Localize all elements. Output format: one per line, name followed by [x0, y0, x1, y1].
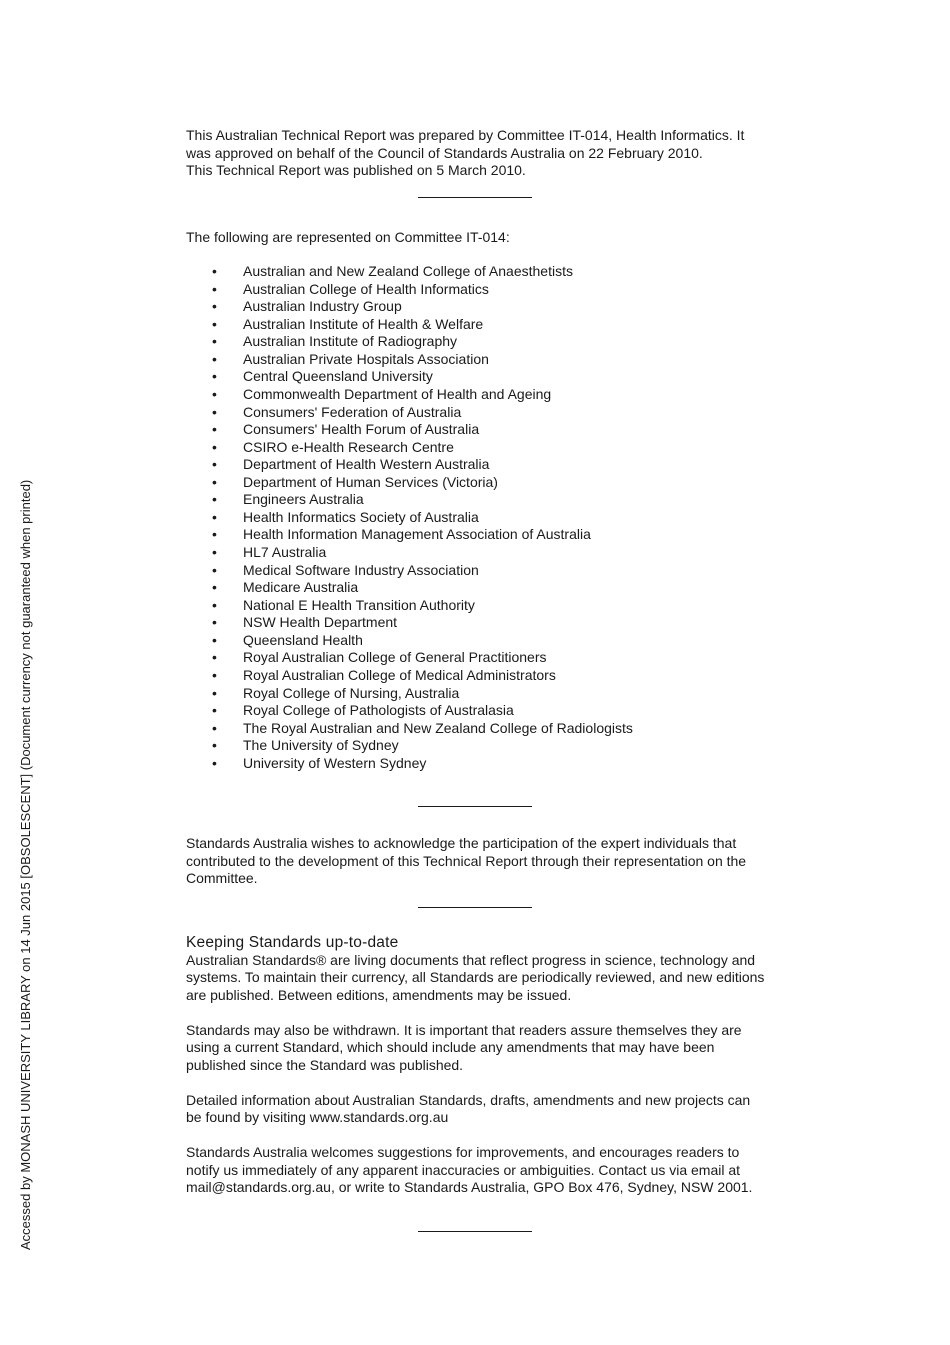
member-name: Australian Private Hospitals Association	[243, 350, 489, 367]
bullet-icon: •	[212, 526, 217, 543]
intro-line: This Australian Technical Report was prepared by Committee IT-014, Health Informatics. It	[186, 127, 745, 143]
list-item	[186, 298, 776, 316]
section-divider	[418, 1231, 532, 1232]
bullet-icon: •	[212, 544, 217, 560]
list-item	[186, 281, 776, 299]
access-watermark: Accessed by MONASH UNIVERSITY LIBRARY on 14 Jun 2015 [OBSOLESCENT] (Document currency not guaranteed when printed)	[18, 479, 33, 1250]
member-name: Commonwealth Department of Health and Ageing	[243, 385, 552, 402]
keeping-paragraph-withdrawn	[186, 1022, 776, 1075]
list-item	[186, 544, 776, 562]
member-name: Health Informatics Society of Australia	[243, 508, 479, 525]
list-item	[186, 421, 776, 439]
list-item	[186, 526, 776, 544]
acknowledgement-paragraph	[186, 835, 776, 888]
list-item	[186, 685, 776, 703]
member-name: Australian Industry Group	[243, 298, 402, 315]
member-name: Queensland Health	[243, 631, 363, 648]
list-item	[186, 439, 776, 457]
list-item	[186, 649, 776, 667]
bullet-icon: •	[212, 719, 217, 736]
member-name: Australian College of Health Informatics	[243, 280, 489, 297]
acknowledgement-line: Committee.	[186, 870, 258, 887]
bullet-icon: •	[212, 368, 217, 385]
keeping-standards-heading: Keeping Standards up-to-date	[186, 933, 399, 951]
list-item	[186, 351, 776, 369]
bullet-icon: •	[212, 702, 217, 719]
paragraph-line: Detailed information about Australian Standards, drafts, amendments and new projects can	[186, 1091, 751, 1108]
list-item	[186, 720, 776, 738]
member-name: Royal College of Nursing, Australia	[243, 684, 460, 701]
paragraph-line: published since the Standard was published.	[186, 1056, 464, 1073]
member-name: CSIRO e-Health Research Centre	[243, 438, 454, 455]
section-divider	[418, 197, 532, 198]
bullet-icon: •	[212, 614, 217, 631]
bullet-icon: •	[212, 561, 217, 578]
intro-line: was approved on behalf of the Council of Standards Australia on 22 February 2010.	[186, 144, 703, 161]
member-name: Engineers Australia	[243, 491, 364, 508]
paragraph-line: Australian Standards® are living documents that reflect progress in science, technology and	[186, 951, 756, 968]
paragraph-line: Standards may also be withdrawn. It is important that readers assure themselves they are	[186, 1021, 742, 1038]
member-name: National E Health Transition Authority	[243, 596, 475, 613]
member-name: Health Information Management Association of Australia	[243, 526, 591, 543]
list-item	[186, 368, 776, 386]
bullet-icon: •	[212, 263, 217, 279]
bullet-icon: •	[212, 456, 217, 473]
section-divider	[418, 806, 532, 807]
acknowledgement-line: contributed to the development of this Technical Report through their representation on the	[186, 852, 747, 869]
bullet-icon: •	[212, 438, 217, 455]
list-item	[186, 737, 776, 755]
bullet-icon: •	[212, 684, 217, 701]
member-name: University of Western Sydney	[243, 754, 427, 771]
member-name: Central Queensland University	[243, 368, 433, 385]
bullet-icon: •	[212, 491, 217, 508]
bullet-icon: •	[212, 649, 217, 666]
list-item	[186, 509, 776, 527]
list-item	[186, 491, 776, 509]
list-item	[186, 404, 776, 422]
paragraph-line: using a current Standard, which should include any amendments that may have been	[186, 1039, 715, 1056]
list-item	[186, 456, 776, 474]
member-name: Royal College of Pathologists of Australasia	[243, 702, 514, 719]
paragraph-line: are published. Between editions, amendments may be issued.	[186, 986, 572, 1003]
document-page	[186, 127, 776, 1232]
bullet-icon: •	[212, 666, 217, 683]
list-item	[186, 614, 776, 632]
member-name: NSW Health Department	[243, 614, 398, 631]
member-name: Australian Institute of Radiography	[243, 333, 458, 350]
paragraph-line: be found by visiting www.standards.org.au	[186, 1109, 449, 1126]
list-item	[186, 474, 776, 492]
member-name: Royal Australian College of Medical Administrators	[243, 666, 556, 683]
bullet-icon: •	[212, 350, 217, 367]
list-item	[186, 333, 776, 351]
list-item	[186, 667, 776, 685]
bullet-icon: •	[212, 333, 217, 350]
member-name: Australian Institute of Health & Welfare	[243, 315, 484, 332]
paragraph-line: notify us immediately of any apparent inaccuracies or ambiguities. Contact us via email at	[186, 1161, 741, 1178]
bullet-icon: •	[212, 385, 217, 402]
list-item	[186, 755, 776, 773]
member-name: Department of Human Services (Victoria)	[243, 473, 498, 490]
keeping-paragraph-website	[186, 1092, 776, 1127]
bullet-icon: •	[212, 737, 217, 754]
member-name: Royal Australian College of General Practitioners	[243, 649, 547, 666]
keeping-paragraph-living-documents	[186, 952, 776, 1005]
member-name: The University of Sydney	[243, 737, 399, 754]
paragraph-line: Standards Australia welcomes suggestions for improvements, and encourages readers to	[186, 1144, 740, 1161]
bullet-icon: •	[212, 596, 217, 613]
member-name: Department of Health Western Australia	[243, 456, 490, 473]
list-item	[186, 386, 776, 404]
list-item	[186, 579, 776, 597]
member-name: The Royal Australian and New Zealand College of Radiologists	[243, 719, 633, 736]
bullet-icon: •	[212, 403, 217, 420]
bullet-icon: •	[212, 280, 217, 297]
bullet-icon: •	[212, 508, 217, 525]
bullet-icon: •	[212, 315, 217, 332]
member-name: Consumers' Federation of Australia	[243, 403, 462, 420]
member-name: HL7 Australia	[243, 544, 327, 560]
section-divider	[418, 907, 532, 908]
paragraph-line: mail@standards.org.au, or write to Standards Australia, GPO Box 476, Sydney, NSW 2001.	[186, 1179, 753, 1196]
keeping-paragraph-contact	[186, 1144, 776, 1197]
member-name: Consumers' Health Forum of Australia	[243, 421, 480, 438]
intro-paragraph	[186, 127, 776, 180]
list-item	[186, 597, 776, 615]
intro-line: This Technical Report was published on 5 March 2010.	[186, 162, 526, 178]
list-item	[186, 263, 776, 281]
paragraph-line: systems. To maintain their currency, all Standards are periodically reviewed, and new editions	[186, 969, 765, 986]
member-name: Australian and New Zealand College of Anaesthetists	[243, 263, 573, 279]
bullet-icon: •	[212, 754, 217, 771]
bullet-icon: •	[212, 579, 217, 596]
bullet-icon: •	[212, 298, 217, 315]
committee-heading: The following are represented on Committee IT-014:	[186, 228, 510, 245]
member-name: Medical Software Industry Association	[243, 561, 479, 578]
list-item	[186, 632, 776, 650]
acknowledgement-line: Standards Australia wishes to acknowledge the participation of the expert individuals that	[186, 835, 737, 852]
list-item	[186, 562, 776, 580]
bullet-icon: •	[212, 473, 217, 490]
committee-member-list	[186, 263, 776, 772]
bullet-icon: •	[212, 631, 217, 648]
list-item	[186, 316, 776, 334]
list-item	[186, 702, 776, 720]
bullet-icon: •	[212, 421, 217, 438]
member-name: Medicare Australia	[243, 579, 359, 596]
